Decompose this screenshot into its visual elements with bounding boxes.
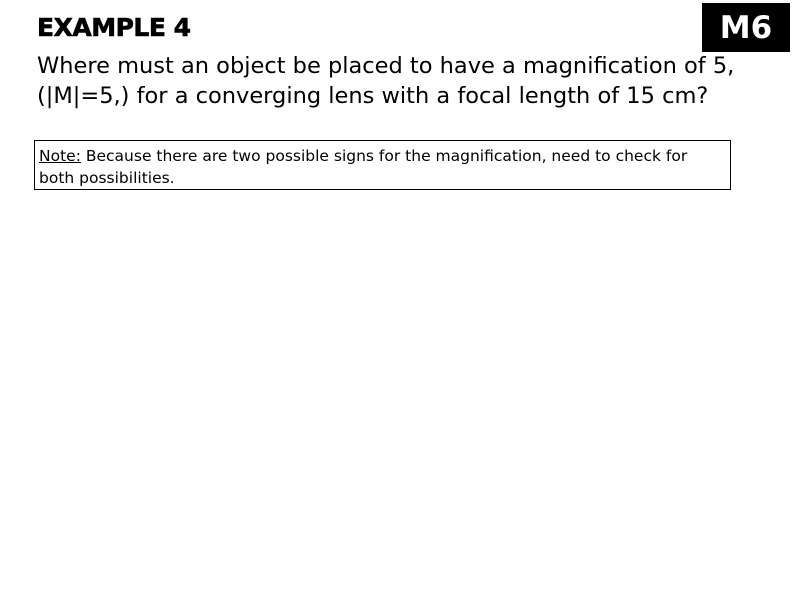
question-text	[37, 51, 737, 111]
section-code-badge	[702, 3, 790, 52]
slide-title: EXAMPLE 4	[37, 13, 191, 42]
note-text-1: Because there are two possible signs for the magnification, need to check for	[80, 147, 688, 165]
question-line-2: (|M|=5,) for a converging lens with a focal length of 15 cm?	[37, 83, 709, 109]
note-box	[34, 140, 731, 190]
section-code-text: M6	[719, 9, 773, 46]
note-line-2: both possibilities.	[39, 169, 175, 187]
note-line-1	[39, 145, 726, 167]
question-line-1: Where must an object be placed to have a magnification of 5,	[37, 53, 735, 79]
note-label: Note:	[39, 147, 81, 165]
